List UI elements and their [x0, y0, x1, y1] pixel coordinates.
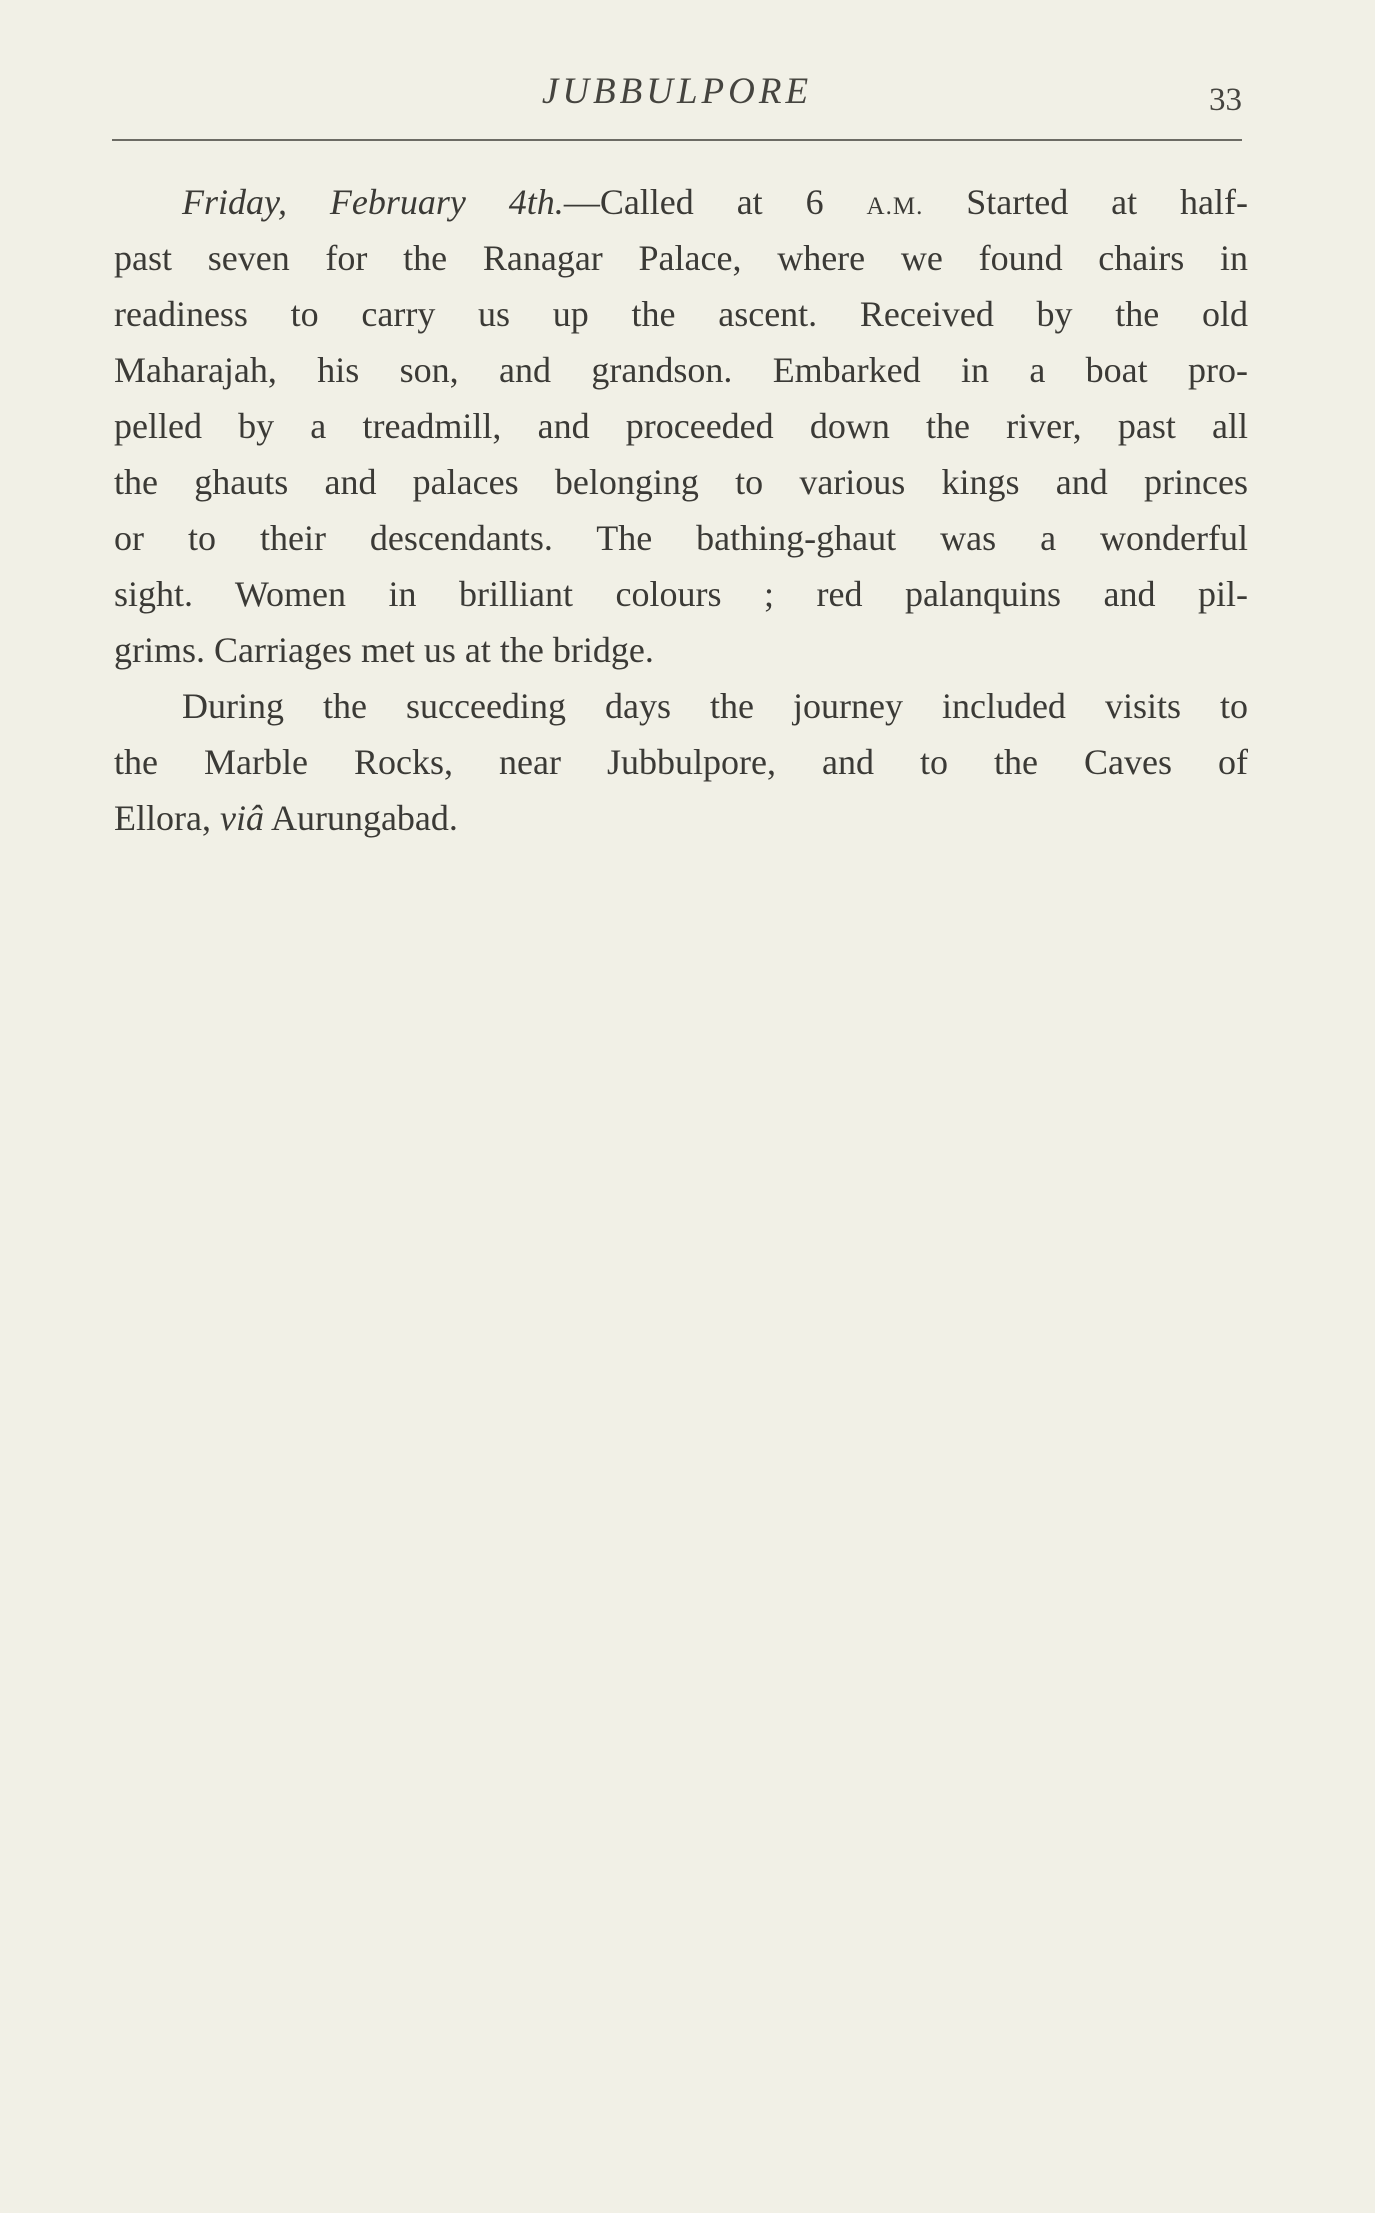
header-rule — [112, 139, 1242, 141]
date-heading: Friday, February 4th. — [182, 182, 564, 222]
paragraph-1-line-8: sight. Women in brilliant colours ; red palanquins and pil- — [114, 574, 1248, 614]
paragraph-1-line-6: the ghauts and palaces belonging to various kings and princes — [114, 462, 1248, 502]
paragraph-2-line-3 — [114, 790, 1248, 846]
text-run: —Called at 6 — [563, 182, 824, 222]
text-run: Ellora, — [114, 798, 211, 838]
paragraph-2-line-1: During the succeeding days the journey included visits to — [182, 686, 1248, 726]
paragraph-1-line-2: past seven for the Ranagar Palace, where we found chairs in — [114, 238, 1248, 278]
paragraph-1-line-9: grims. Carriages met us at the bridge. — [114, 630, 654, 670]
paragraph-1-line-5: pelled by a treadmill, and proceeded down the river, past all — [114, 406, 1248, 446]
paragraph-1-line-3: readiness to carry us up the ascent. Received by the old — [114, 294, 1248, 334]
running-head — [112, 70, 1242, 116]
paragraph-1-line-1 — [114, 174, 1248, 230]
running-title: JUBBULPORE — [541, 71, 813, 112]
paragraph-1-line-7: or to their descendants. The bathing-ghaut was a wonderful — [114, 518, 1248, 558]
paragraph-1 — [114, 174, 1248, 678]
page-number: 33 — [1209, 82, 1242, 118]
paragraph-2-line-2: the Marble Rocks, near Jubbulpore, and to the Caves of — [114, 742, 1248, 782]
body-text — [114, 174, 1248, 846]
paragraph-2 — [114, 678, 1248, 846]
text-run: Started at half- — [966, 182, 1248, 222]
italic-word: viâ — [219, 798, 264, 838]
paragraph-1-line-4: Maharajah, his son, and grandson. Embarked in a boat pro- — [114, 350, 1248, 390]
text-run: Aurungabad. — [270, 798, 458, 838]
time-abbreviation: A.M. — [866, 193, 924, 220]
